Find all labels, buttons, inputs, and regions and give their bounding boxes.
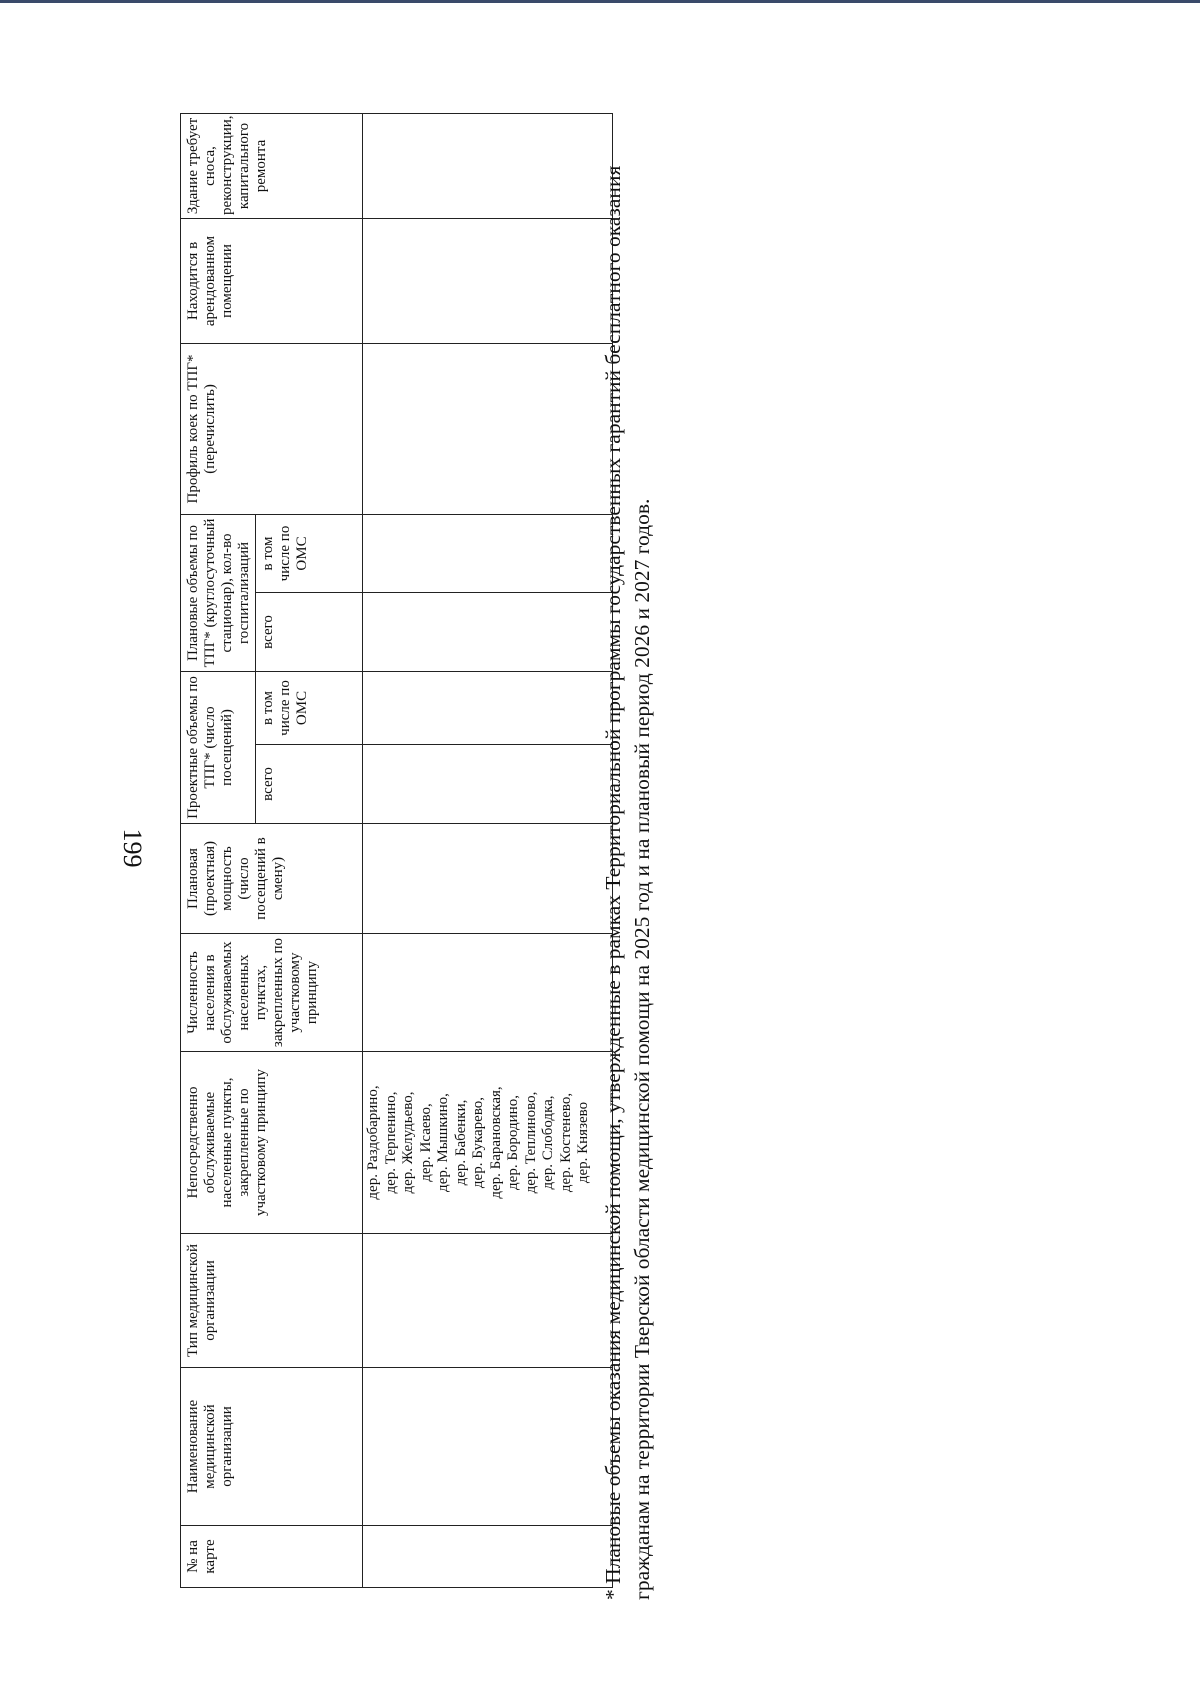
medical-organizations-table [180, 113, 613, 1588]
header-rented-premises: Находится в арендованном помещении [181, 218, 363, 343]
header-map-number: № на карте [181, 1526, 363, 1588]
header-org-name: Наименование медицинской организации [181, 1368, 363, 1526]
cell-visits-total [363, 745, 613, 824]
cell-map-number [363, 1526, 613, 1588]
subheader-hospital-oms: в том числе по ОМС [256, 514, 363, 592]
header-hospital-volume: Плановые объемы по ТПГ* (круглосуточный стационар), кол-во госпитализаций [181, 514, 256, 671]
subheader-visits-total: всего [256, 745, 363, 824]
header-capacity: Плановая (проектная) мощность (число посещений в смену) [181, 824, 363, 934]
subheader-hospital-total: всего [256, 592, 363, 671]
cell-rented-premises [363, 218, 613, 343]
header-building-condition: Здание требует сноса, реконструкции, капитального ремонта [181, 113, 363, 218]
cell-org-name [363, 1368, 613, 1526]
header-org-type: Тип медицинской организации [181, 1234, 363, 1368]
cell-bed-profile [363, 343, 613, 514]
page-number: 199 [118, 828, 147, 868]
scan-edge [0, 0, 1200, 3]
cell-hospital-oms [363, 514, 613, 592]
cell-org-type [363, 1234, 613, 1368]
footnote: * Плановые объемы оказания медицинской помощи, утвержденные в рамках Территориальной программы государственных гарантий бесплатного оказания гражданам на территории Тверской области медицинской помощи на 2025 год и на плановый период 2026 и 2027 годов. [601, 165, 654, 1600]
subheader-visits-oms: в том числе по ОМС [256, 671, 363, 744]
table-row [363, 113, 613, 1587]
cell-hospital-total [363, 592, 613, 671]
table-container [180, 114, 610, 1588]
cell-visits-oms [363, 671, 613, 744]
cell-capacity [363, 824, 613, 934]
header-population: Численность населения в обслуживаемых населенных пунктах, закрепленных по участковому принципу [181, 934, 363, 1052]
header-bed-profile: Профиль коек по ТПГ* (перечислить) [181, 343, 363, 514]
cell-building-condition [363, 113, 613, 218]
cell-population [363, 934, 613, 1052]
header-visits-volume: Проектные объемы по ТПГ* (число посещений) [181, 671, 256, 823]
header-settlements: Непосредственно обслуживаемые населенные пункты, закрепленные по участковому принципу [181, 1052, 363, 1234]
cell-settlements: дер. Раздобарино, дер. Терпенино, дер. Желудьево, дер. Исаево, дер. Мышкино, дер. Бабенки, дер. Букарево, дер. Барановская, дер. Бородино, дер. Теплиново, дер. Слободка, дер. Костенево, дер. Князево [363, 1052, 613, 1234]
